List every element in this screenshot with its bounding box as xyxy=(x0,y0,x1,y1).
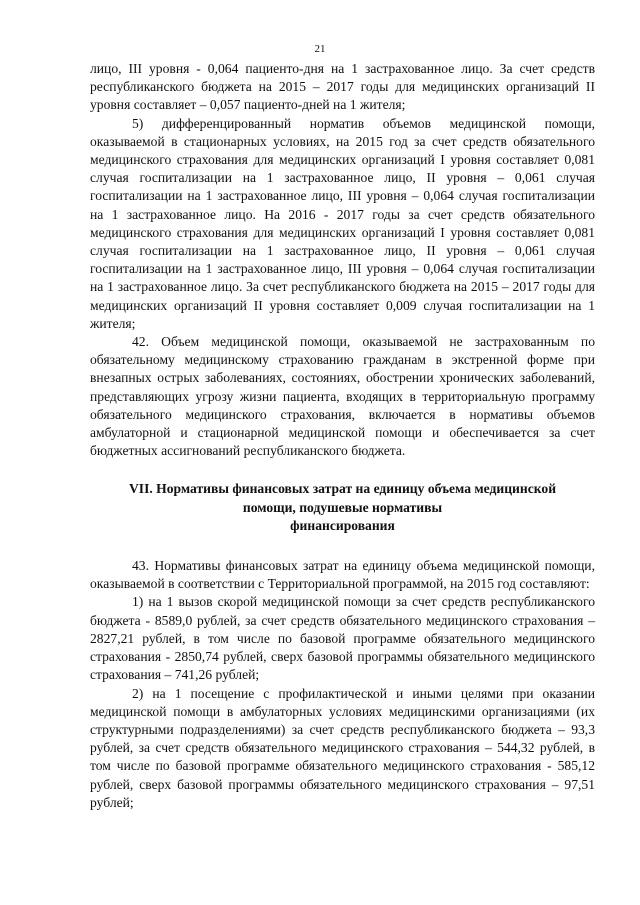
section-title xyxy=(90,480,595,535)
page-number: 21 xyxy=(314,43,326,55)
paragraph-item-2: 2) на 1 посещение с профилактической и иными целями при оказании медицинской помощи в амбулаторных условиях медицинскими организациями (их структурными подразделениями) за счет средств республиканского бюджета – 93,3 рублей, за счет средств обязательного медицинского страхования – 544,32 рублей, в том числе по базовой программе обязательного медицинского страхования - 585,12 рублей, сверх базовой программы обязательного медицинского страхования – 97,51 рублей; xyxy=(90,685,595,810)
paragraph-43: 43. Нормативы финансовых затрат на единицу объема медицинской помощи, оказываемой в соответствии с Территориальной программой, на 2015 год составляют: xyxy=(90,558,595,592)
section-title-line-1: VII. Нормативы финансовых затрат на единицу объема медицинской xyxy=(128,481,557,497)
section-title-line-2: помощи, подушевые нормативы xyxy=(242,499,443,515)
paragraph-42: 42. Объем медицинской помощи, оказываемой не застрахованным по обязательному медицинскому страхованию гражданам в экстренной форме при внезапных острых заболеваниях, состояниях, обострении хронических заболеваний, представляющих угрозу жизни пациента, входящих в территориальную программу обязательного медицинского страхования, включается в нормативы объемов амбулаторной и стационарной медицинской помощи и обеспечивается за счет бюджетных ассигнований республиканского бюджета. xyxy=(90,334,595,459)
body-text xyxy=(90,60,595,812)
paragraph-item-1: 1) на 1 вызов скорой медицинской помощи за счет средств республиканского бюджета - 8589,0 рублей, за счет средств обязательного медицинского страхования – 2827,21 рублей, в том числе по базовой программе обязательного медицинского страхования - 2850,74 рублей, сверх базовой программы обязательного медицинского страхования – 741,26 рублей; xyxy=(90,594,595,683)
paragraph-item-5: 5) дифференцированный норматив объемов медицинской помощи, оказываемой в стационарных условиях, на 2015 год за счет средств обязательного медицинского страхования для медицинских организаций I уровня составляет 0,081 случая госпитализации на 1 застрахованное лицо, II уровня – 0,061 случая госпитализации на 1 застрахованное лицо, III уровня – 0,064 случая госпитализации на 1 застрахованное лицо. На 2016 - 2017 годы за счет средств обязательного медицинского страхования для медицинских организаций I уровня составляет 0,081 случая госпитализации на 1 застрахованное лицо, II уровня – 0,061 случая госпитализации на 1 застрахованное лицо, III уровня – 0,064 случая госпитализации на 1 застрахованное лицо. За счет республиканского бюджета на 2015 – 2017 годы для медицинских организаций II уровня составляет 0,009 случая госпитализации на 1 жителя; xyxy=(90,115,595,331)
section-title-line-3: финансирования xyxy=(290,517,395,533)
paragraph-continuation: лицо, III уровня - 0,064 пациенто-дня на 1 застрахованное лицо. За счет средств республиканского бюджета на 2015 – 2017 годы для медицинских организаций II уровня составляет – 0,057 пациенто-дней на 1 жителя; xyxy=(90,61,595,113)
